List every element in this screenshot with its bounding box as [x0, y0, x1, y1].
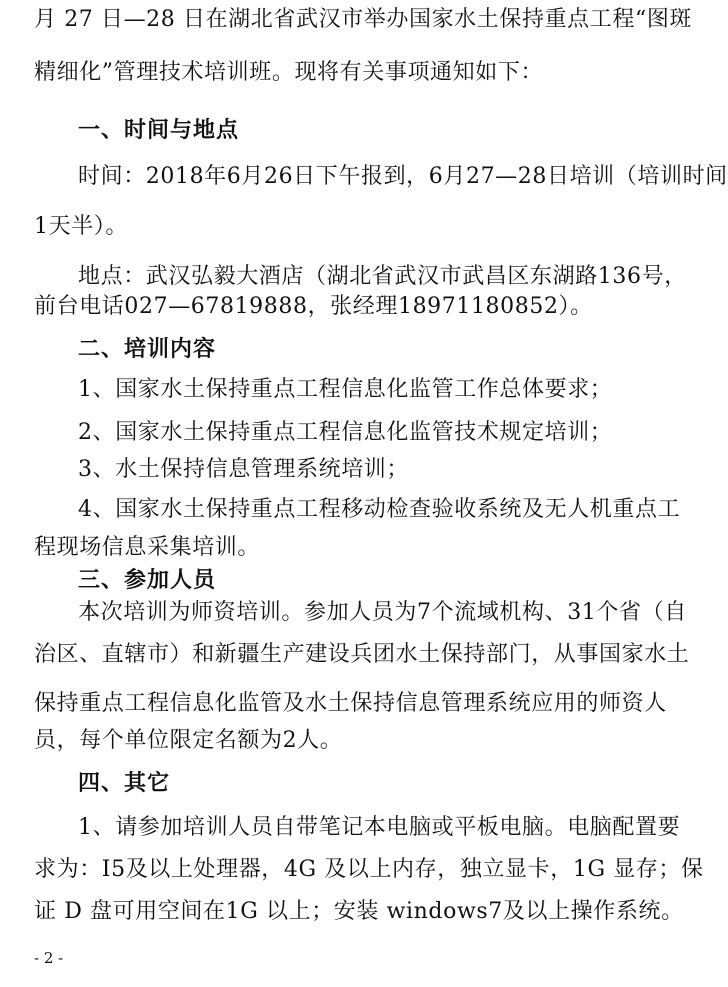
content-item-4-line-1: 4、国家水土保持重点工程移动检查验收系统及无人机重点工	[78, 497, 681, 522]
time-line-2: 1天半）。	[34, 214, 128, 239]
section-heading-time-location: 一、时间与地点	[78, 117, 240, 143]
location-line-2: 前台电话027—67819888，张经理18971180852）。	[34, 294, 593, 319]
time-line-1: 时间：2018年6月26日下午报到，6月27—28日培训（培训时间	[78, 164, 728, 189]
content-item-1: 1、国家水土保持重点工程信息化监管工作总体要求；	[78, 377, 613, 402]
content-item-2: 2、国家水土保持重点工程信息化监管技术规定培训；	[78, 420, 613, 445]
participants-line-2: 治区、直辖市）和新疆生产建设兵团水土保持部门，从事国家水土	[34, 642, 690, 667]
other-item-1-line-1: 1、请参加培训人员自带笔记本电脑或平板电脑。电脑配置要	[78, 815, 681, 840]
intro-line-1: 月 27 日—28 日在湖北省武汉市举办国家水土保持重点工程“图斑	[34, 7, 693, 32]
other-item-1-line-2: 求为：I5及以上处理器，4G 及以上内存，独立显卡，1G 显存；保	[34, 857, 704, 882]
participants-line-3: 保持重点工程信息化监管及水土保持信息管理系统应用的师资人	[34, 691, 667, 716]
participants-line-4: 员，每个单位限定名额为2人。	[34, 728, 343, 753]
intro-line-2: 精细化”管理技术培训班。现将有关事项通知如下：	[34, 60, 544, 85]
other-item-1-line-3: 证 D 盘可用空间在1G 以上；安装 windows7及以上操作系统。	[34, 899, 684, 924]
page-number: - 2 -	[34, 949, 64, 967]
participants-line-1: 本次培训为师资培训。参加人员为7个流域机构、31个省（自	[78, 600, 687, 625]
location-line-1: 地点：武汉弘毅大酒店（湖北省武汉市武昌区东湖路136号，	[78, 264, 687, 289]
content-item-3: 3、水土保持信息管理系统培训；	[78, 457, 409, 482]
section-heading-training-content: 二、培训内容	[78, 336, 217, 362]
content-item-4-line-2: 程现场信息采集培训。	[34, 535, 261, 560]
section-heading-other: 四、其它	[78, 770, 171, 796]
section-heading-participants: 三、参加人员	[78, 567, 217, 593]
